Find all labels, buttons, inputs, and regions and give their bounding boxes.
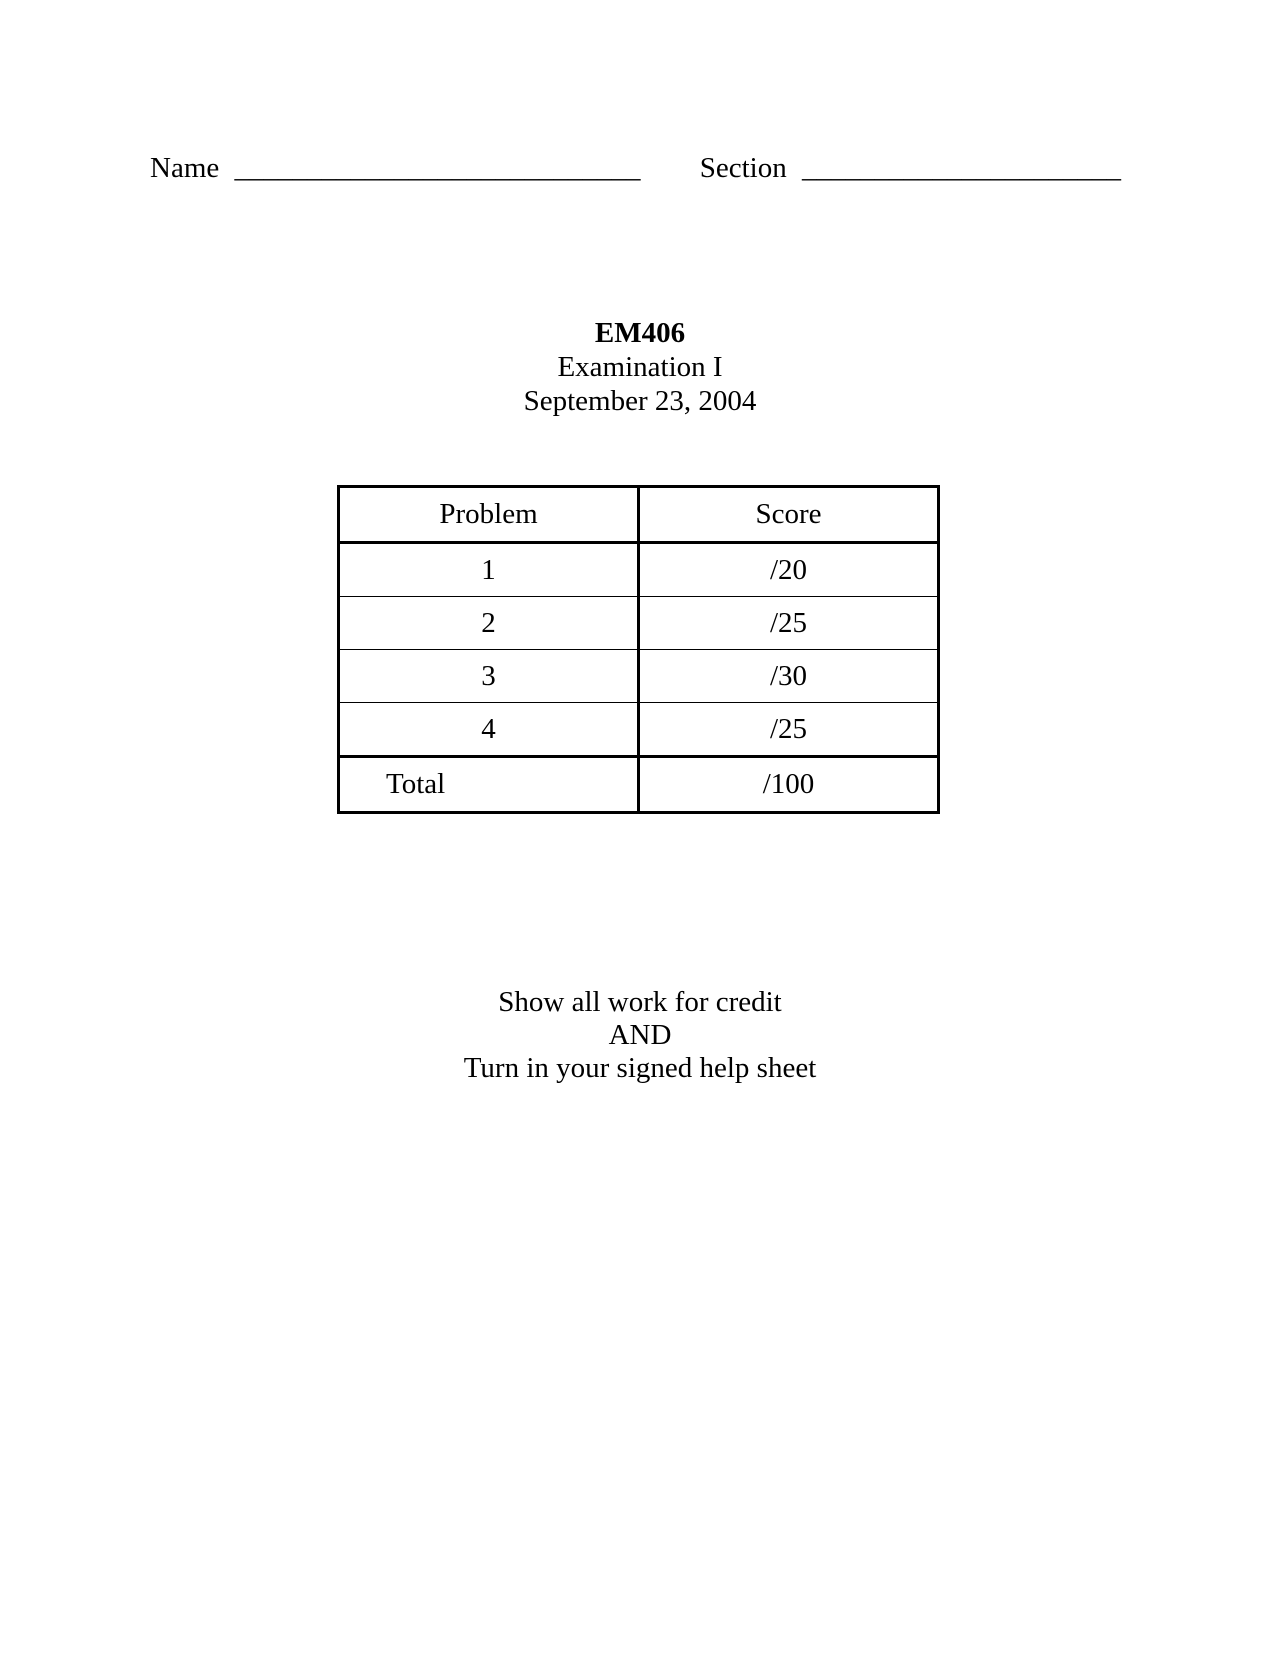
exam-date: September 23, 2004 (523, 385, 757, 417)
exam-instructions (0, 986, 1280, 1085)
column-header-problem: Problem (339, 487, 639, 543)
problem-number: 3 (339, 650, 639, 703)
score-table (337, 485, 940, 814)
name-blank-line[interactable]: ____________________________ (234, 152, 641, 184)
total-label: Total (339, 757, 639, 813)
table-row (339, 597, 939, 650)
problem-score: /25 (639, 703, 939, 757)
problem-score: /30 (639, 650, 939, 703)
column-header-score: Score (639, 487, 939, 543)
instruction-line: AND (608, 1019, 672, 1051)
total-score: /100 (639, 757, 939, 813)
instruction-line: Show all work for credit (498, 986, 782, 1018)
header-fields (150, 148, 1121, 188)
problem-number: 1 (339, 543, 639, 597)
course-code: EM406 (594, 317, 686, 349)
section-label: Section (699, 152, 787, 184)
table-row (339, 650, 939, 703)
problem-score: /20 (639, 543, 939, 597)
table-row (339, 703, 939, 757)
exam-title-block (0, 316, 1280, 418)
exam-name: Examination I (557, 351, 723, 383)
problem-number: 2 (339, 597, 639, 650)
instruction-line: Turn in your signed help sheet (463, 1052, 817, 1084)
section-blank-line[interactable]: ______________________ (802, 152, 1121, 184)
problem-number: 4 (339, 703, 639, 757)
total-row (339, 757, 939, 813)
name-label: Name (150, 152, 220, 184)
table-header-row (339, 487, 939, 543)
problem-score: /25 (639, 597, 939, 650)
table-row (339, 543, 939, 597)
